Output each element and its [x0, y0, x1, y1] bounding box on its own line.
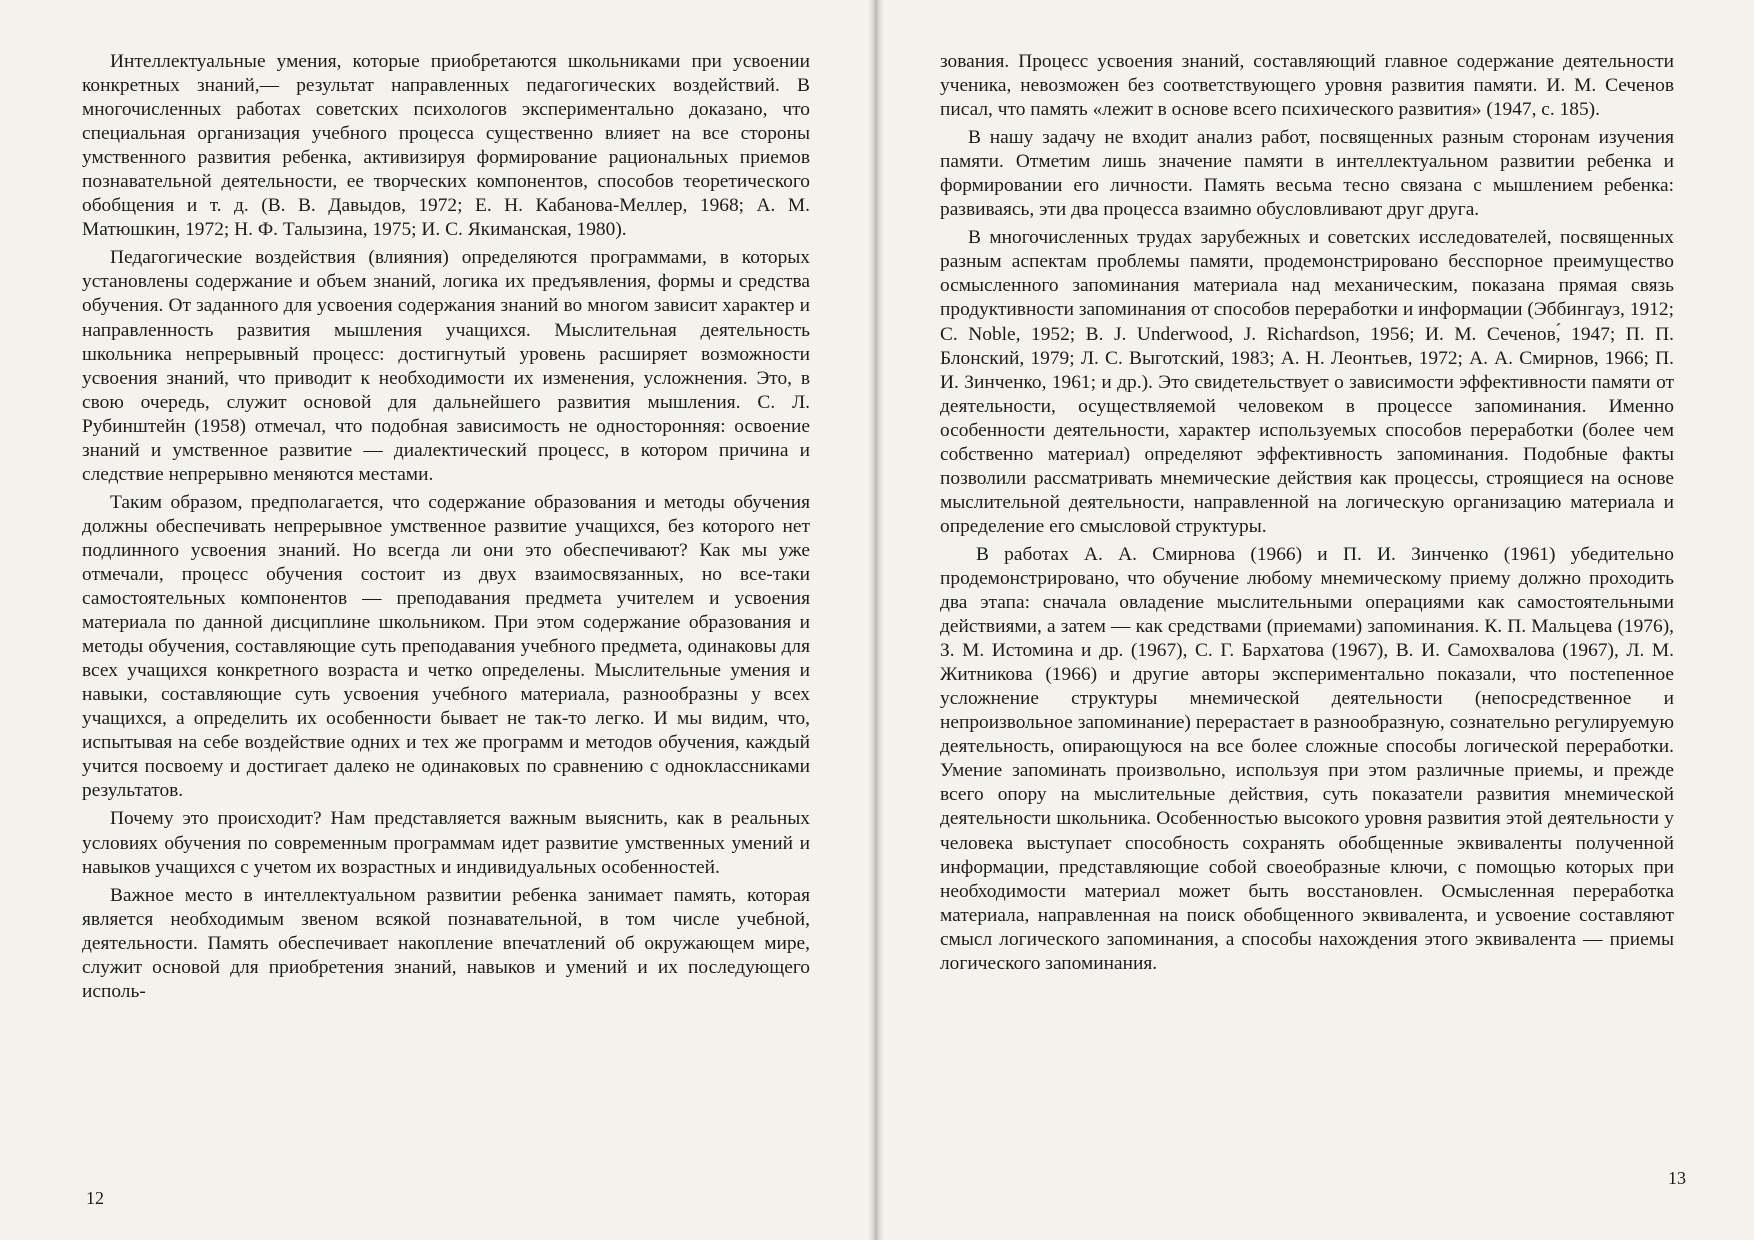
right-paragraph-3: В многочисленных трудах зарубежных и советских исследователей, посвященных разным аспектам проблемы памяти, продемонстрировано бесспорное преимущество осмысленного запоминания материала над механическим, показана прямая связь продуктивности запоминания от способов переработки и информации (Эббингауз, 1912; C. Noble, 1952; B. J. Underwood, J. Richardson, 1956; И. М. Сеченов,́ 1947; П. П. Блонский, 1979; Л. С. Выготский, 1983; А. Н. Леонтьев, 1972; А. А. Смирнов, 1966; П. И. Зинченко, 1961; и др.). Это свидетельствует о зависимости эффективности памяти от деятельности, осуществляемой человеком в процессе запоминания. Именно особенности деятельности, характер используемых способов переработки (более чем собственно материал) определяют эффективность запоминания. Подобные факты позволили рассматривать мнемические действия как процессы, строящиеся на основе мыслительной деятельности, направленной на логическую организацию материала и определение его смысловой структуры.	[940, 227, 1674, 537]
left-paragraph-1: Интеллектуальные умения, которые приобретаются школьниками при усвоении конкретных знаний,— результат направленных педагогических воздействий. В многочисленных работах советских психологов экспериментально доказано, что специальная организация учебного процесса существенно влияет на все стороны умственного развития ребенка, активизируя формирование рациональных приемов познавательной деятельности, ее творческих компонентов, способов теоретического обобщения и т. д. (В. В. Давыдов, 1972; Е. Н. Кабанова-Меллер, 1968; А. М. Матюшкин, 1972; Н. Ф. Талызина, 1975; И. С. Якиманская, 1980).	[82, 51, 810, 241]
left-paragraph-5: Важное место в интеллектуальном развитии ребенка занимает память, которая является необходимым звеном всякой познавательной, в том числе учебной, деятельности. Память обеспечивает накопление впечатлений об окружающем мире, служит основой для приобретения знаний, навыков и умений и их последующего исполь-	[82, 884, 810, 1002]
right-page	[940, 50, 1674, 980]
book-gutter	[868, 0, 884, 1240]
left-paragraph-4: Почему это происходит? Нам представляется важным выяснить, как в реальных условиях обучения по современным программам идет развитие умственных умений и навыков учащихся с учетом их возрастных и индивидуальных особенностей.	[82, 808, 810, 878]
right-paragraph-4: В работах А. А. Смирнова (1966) и П. И. Зинченко (1961) убедительно продемонстрировано, что обучение любому мнемическому приему должно проходить два этапа: сначала овладение мыслительными операциями как самостоятельными действиями, а затем — как средствами (приемами) запоминания. К. П. Мальцева (1976), З. М. Истомина и др. (1967), С. Г. Бархатова (1967), В. И. Самохвалова (1967), Л. М. Житникова (1966) и другие авторы экспериментально показали, что постепенное усложнение структуры мнемической деятельности (непосредственное и непроизвольное запоминание) перерастает в разнообразную, сознательно регулируемую деятельность, опирающуюся на все более сложные способы логической переработки. Умение запоминать произвольно, используя при этом различные приемы, и прежде всего опору на мыслительные действия, суть показатели развития мнемической деятельности школьника. Особенностью высокого уровня развития этой деятельности у человека выступает способность сохранять обобщенные эквиваленты полученной информации, представляющие собой своеобразные ключи, с помощью которых при необходимости материал может быть восстановлен. Осмысленная переработка материала, направленная на поиск обобщенного эквивалента, и усвоение составляют смысл логического запоминания, а способы нахождения этого эквивалента — приемы логического запоминания.	[940, 543, 1674, 974]
left-paragraph-3: Таким образом, предполагается, что содержание образования и методы обучения должны обеспечивать непрерывное умственное развитие учащихся, без которого нет подлинного усвоения знаний. Но всегда ли они это обеспечивают? Как мы уже отмечали, процесс обучения состоит из двух взаимосвязанных, но все-таки самостоятельных компонентов — преподавания предмета учителем и усвоения материала по данной дисциплине школьником. При этом содержание образования и методы обучения, составляющие суть преподавания учебного предмета, одинаковы для всех учащихся конкретного возраста и четко определены. Мыслительные умения и навыки, составляющие суть усвоения учебного материала, разнообразны у всех учащихся, а определить их особенности бывает не так-то легко. И мы видим, что, испытывая на себе воздействие одних и тех же программ и методов обучения, каждый учится посвоему и достигает далеко не одинаковых по сравнению с одноклассниками результатов.	[82, 491, 810, 802]
left-page-number: 12	[86, 1188, 104, 1208]
left-paragraph-2: Педагогические воздействия (влияния) определяются программами, в которых установлены содержание и объем знаний, логика их предъявления, формы и средства обучения. От заданного для усвоения содержания знаний во многом зависит характер и направленность развития мышления учащихся. Мыслительная деятельность школьника непрерывный процесс: достигнутый уровень расширяет возможности усвоения знаний, что приводит к необходимости их изменения, усложнения. Это, в свою очередь, служит основой для дальнейшего развития мышления. С. Л. Рубинштейн (1958) отмечал, что подобная зависимость не односторонняя: освоение знаний и умственное развитие — диалектический процесс, в котором причина и следствие непрерывно меняются местами.	[82, 247, 810, 485]
right-paragraph-1: зования. Процесс усвоения знаний, составляющий главное содержание деятельности ученика, невозможен без соответствующего уровня развития памяти. И. М. Сеченов писал, что память «лежит в основе всего психического развития» (1947, с. 185).	[940, 51, 1674, 121]
right-page-number: 13	[1668, 1168, 1686, 1188]
right-paragraph-2: В нашу задачу не входит анализ работ, посвященных разным сторонам изучения памяти. Отметим лишь значение памяти в интеллектуальном развитии ребенка и формировании его личности. Память весьма тесно связана с мышлением ребенка: развиваясь, эти два процесса взаимно обусловливают друг друга.	[940, 127, 1674, 221]
left-page	[82, 50, 810, 1008]
